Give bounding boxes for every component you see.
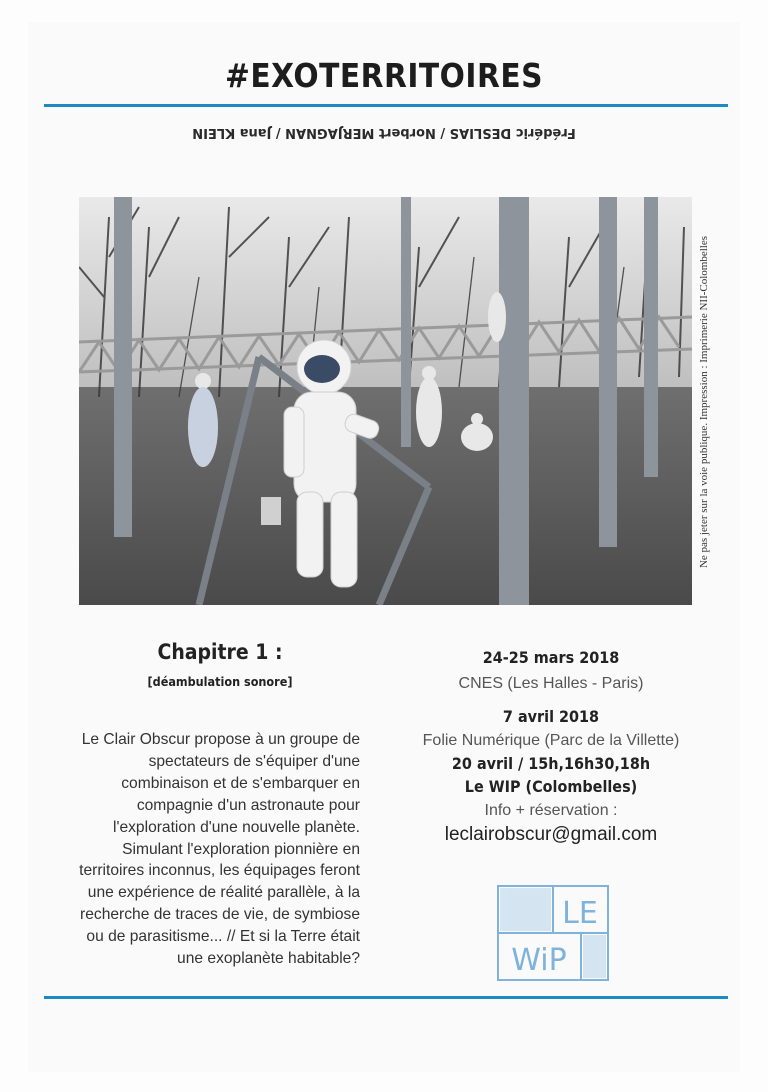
credits-upside-down: Frédéric DESLIAS / Norbert MERJAGNAN / Jana KLEIN	[192, 125, 576, 140]
le-wip-logo-graphic	[497, 885, 609, 981]
photo-illustration	[79, 197, 692, 605]
venue-1: CNES (Les Halles - Paris)	[458, 675, 644, 692]
date-1: 24-25 mars 2018	[482, 648, 620, 667]
astronaut-photo	[79, 197, 692, 605]
chapter-description: Le Clair Obscur propose à un groupe de spectateurs de s'équiper d'une combinaison et de s'embarquer en compagnie d'un astronaute pour l'exploration d'une nouvelle planète. Simulant l'exploration pionnière en territoires inconnus, les équipages feront une expérience de réalité parallèle, à la recherche de traces de vie, de symbiose ou de parasitisme... // Et si la Terre était une exoplanète habitable?	[79, 731, 360, 968]
poster-title: #EXOTERRITOIRES	[225, 56, 543, 95]
top-divider	[44, 104, 728, 107]
logo-text-le: LE	[562, 896, 598, 931]
chapter-block	[60, 640, 360, 689]
date-2: 7 avril 2018	[502, 707, 600, 726]
date-3: 20 avril / 15h,16h30,18h	[451, 754, 651, 773]
venue-2: Folie Numérique (Parc de la Villette)	[422, 732, 680, 749]
logo-text-wip: WiP	[511, 943, 567, 978]
venue-3: Le WIP (Colombelles)	[464, 777, 638, 796]
le-wip-logo	[497, 885, 609, 981]
info-label: Info + réservation :	[484, 802, 618, 819]
print-note	[698, 198, 710, 606]
chapter-title: Chapitre 1 :	[157, 640, 283, 664]
print-note-text: Ne pas jeter sur la voie publique. Impression : Imprimerie NII-Colombelles	[698, 235, 710, 569]
contact-email[interactable]: leclairobscur@gmail.com	[444, 824, 658, 845]
bottom-divider	[44, 996, 728, 999]
chapter-subtitle: [déambulation sonore]	[147, 674, 293, 689]
schedule-block	[400, 648, 702, 846]
